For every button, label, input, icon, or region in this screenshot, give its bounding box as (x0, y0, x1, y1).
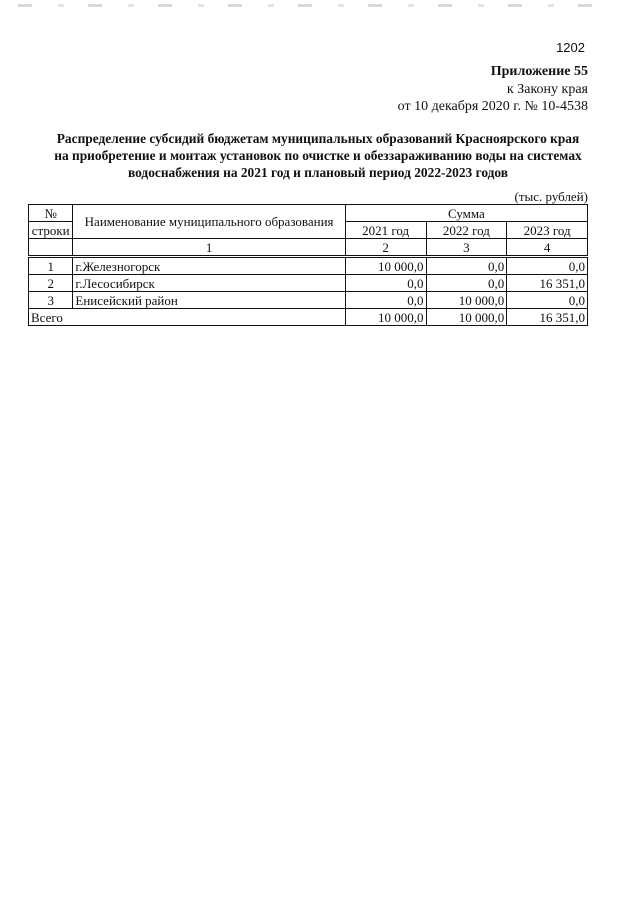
header-name: Наименование муниципального образования (73, 205, 345, 239)
column-number-2022: 3 (426, 239, 507, 257)
header-num-line-1: № (29, 205, 73, 222)
row-value-2021: 0,0 (345, 275, 426, 292)
document-title-line-1: Распределение субсидий бюджетам муниципальных образований Красноярского края (56, 131, 580, 146)
total-label: Всего (29, 309, 346, 326)
row-name: Енисейский район (73, 292, 345, 309)
row-name: г.Лесосибирск (73, 275, 345, 292)
header-sum: Сумма (345, 205, 587, 222)
row-value-2022: 0,0 (426, 275, 507, 292)
row-value-2023: 0,0 (507, 292, 588, 309)
total-value-2022: 10 000,0 (426, 309, 507, 326)
row-value-2023: 16 351,0 (507, 275, 588, 292)
document-title-line-2: на приобретение и монтаж установок по очистке и обеззараживанию воды на системах (54, 148, 582, 163)
row-value-2022: 0,0 (426, 257, 507, 275)
appendix-block (398, 63, 588, 116)
table-row (29, 257, 588, 275)
table-total-row (29, 309, 588, 326)
row-name: г.Железногорск (73, 257, 345, 275)
header-year-2021: 2021 год (345, 222, 426, 239)
column-number-2023: 4 (507, 239, 588, 257)
header-year-2023: 2023 год (507, 222, 588, 239)
total-value-2023: 16 351,0 (507, 309, 588, 326)
column-number-2021: 2 (345, 239, 426, 257)
page-number: 1202 (556, 40, 585, 55)
table-row (29, 292, 588, 309)
units-label: (тыс. рублей) (514, 189, 588, 204)
document-title (20, 130, 616, 181)
document-title-line-3: водоснабжения на 2021 год и плановый период 2022-2023 годов (127, 165, 509, 180)
appendix-law-date: от 10 декабря 2020 г. № 10-4538 (397, 99, 588, 114)
table-header-row-1 (29, 205, 588, 222)
row-value-2022: 10 000,0 (426, 292, 507, 309)
header-num-line-2: строки (29, 222, 73, 239)
scan-artifact-line (18, 4, 618, 7)
row-value-2021: 10 000,0 (345, 257, 426, 275)
row-value-2023: 0,0 (507, 257, 588, 275)
subsidy-table (28, 204, 588, 326)
row-num: 3 (29, 292, 73, 309)
table-row (29, 275, 588, 292)
row-value-2021: 0,0 (345, 292, 426, 309)
row-num: 2 (29, 275, 73, 292)
appendix-law-reference: к Закону края (506, 81, 588, 97)
row-num: 1 (29, 257, 73, 275)
column-number-row (29, 239, 588, 257)
column-number-num (29, 239, 73, 257)
header-year-2022: 2022 год (426, 222, 507, 239)
appendix-title: Приложение 55 (490, 64, 588, 79)
total-value-2021: 10 000,0 (345, 309, 426, 326)
column-number-name: 1 (73, 239, 345, 257)
